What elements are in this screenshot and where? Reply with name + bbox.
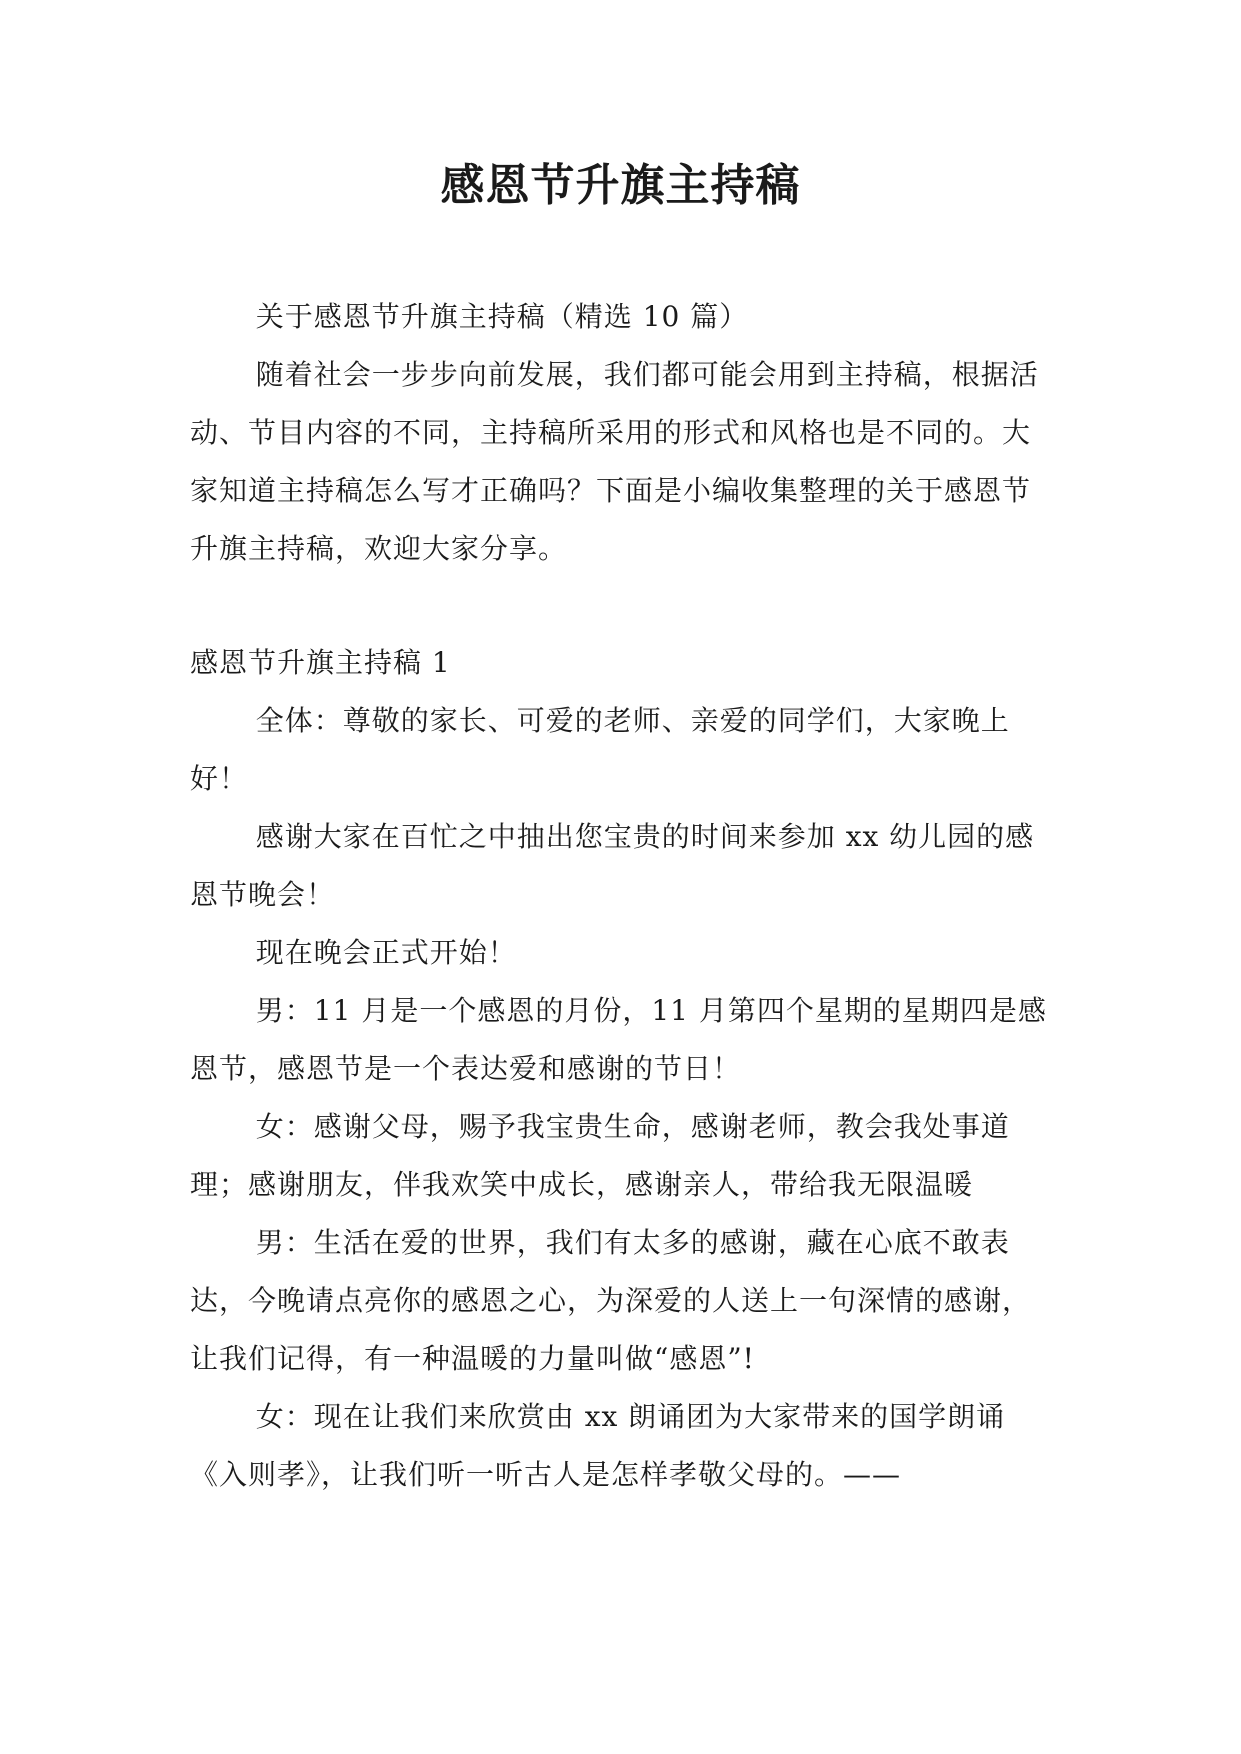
body-paragraph: 现在晚会正式开始！ xyxy=(255,936,517,969)
document-body xyxy=(190,288,1050,1504)
intro-paragraph: 随着社会一步步向前发展，我们都可能会用到主持稿，根据活动、节目内容的不同，主持稿所采用的形式和风格也是不同的。大家知道主持稿怎么写才正确吗？下面是小编收集整理的关于感恩节升旗主持稿，欢迎大家分享。 xyxy=(190,358,1039,565)
body-paragraph: 女：现在让我们来欣赏由 xx 朗诵团为大家带来的国学朗诵《入则孝》，让我们听一听古人是怎样孝敬父母的。—— xyxy=(190,1400,1006,1491)
body-paragraph: 女：感谢父母，赐予我宝贵生命，感谢老师，教会我处事道理；感谢朋友，伴我欢笑中成长，感谢亲人，带给我无限温暖 xyxy=(190,1110,1010,1201)
body-paragraph: 男：生活在爱的世界，我们有太多的感谢，藏在心底不敢表达，今晚请点亮你的感恩之心，为深爱的人送上一句深情的感谢，让我们记得，有一种温暖的力量叫做“感恩”! xyxy=(190,1226,1032,1375)
document-subtitle: 关于感恩节升旗主持稿（精选 10 篇） xyxy=(255,300,749,333)
document-title: 感恩节升旗主持稿 xyxy=(440,160,801,211)
body-paragraph: 感谢大家在百忙之中抽出您宝贵的时间来参加 xx 幼儿园的感恩节晚会！ xyxy=(190,820,1035,911)
body-paragraph: 全体：尊敬的家长、可爱的老师、亲爱的同学们，大家晚上好！ xyxy=(190,704,1010,795)
section-spacer xyxy=(190,578,1050,634)
section-heading: 感恩节升旗主持稿 1 xyxy=(190,646,451,679)
body-paragraph: 男：11 月是一个感恩的月份，11 月第四个星期的星期四是感恩节，感恩节是一个表达爱和感谢的节日！ xyxy=(190,994,1047,1085)
